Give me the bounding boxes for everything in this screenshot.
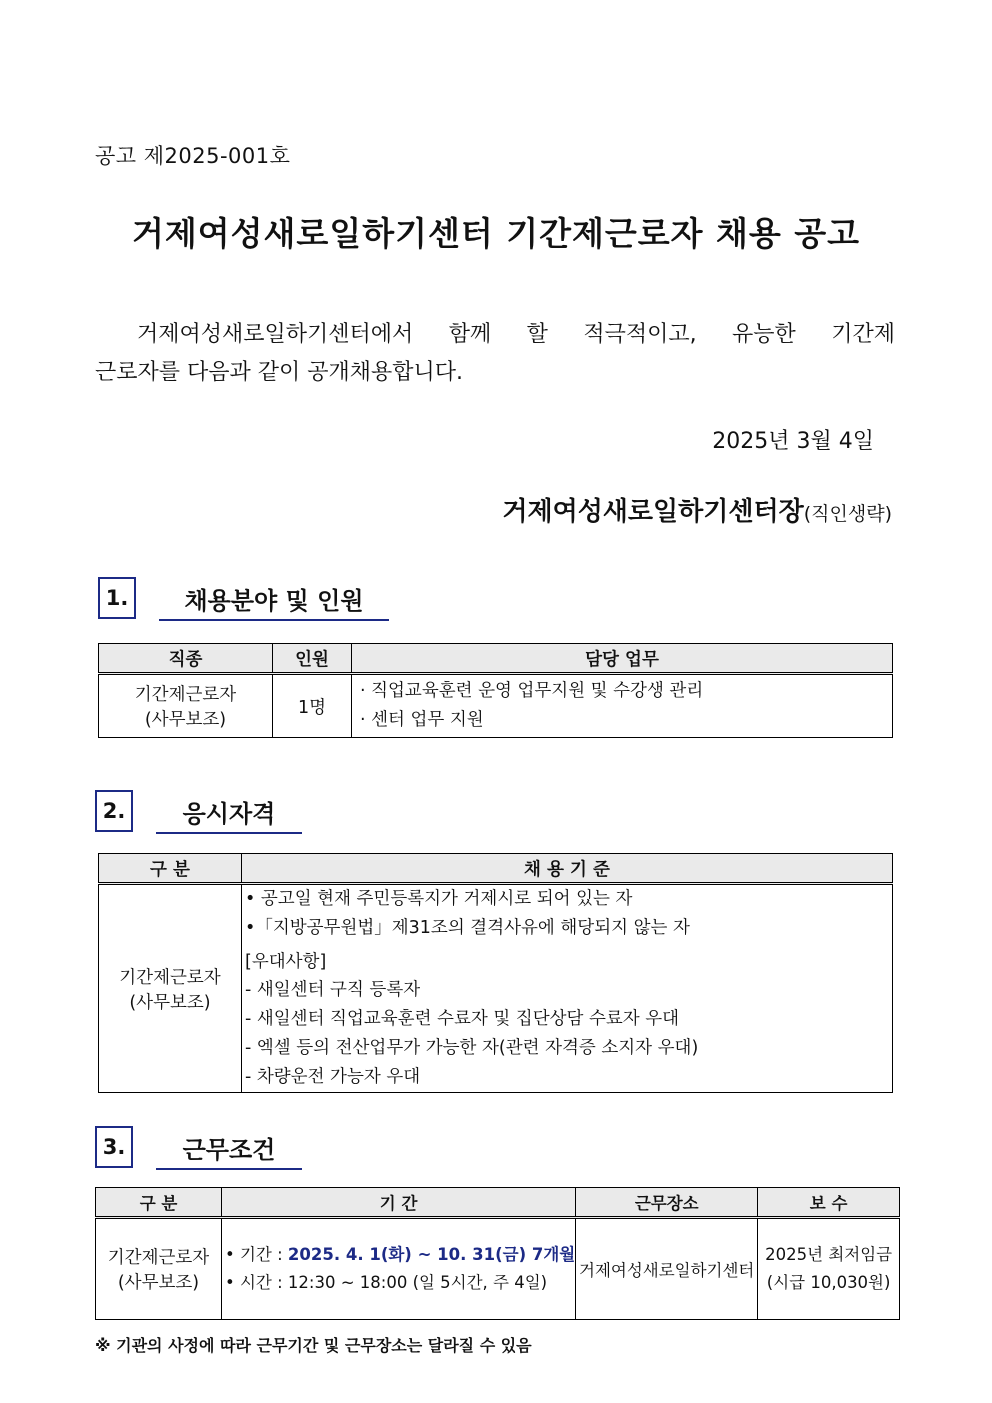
- issuer: [502, 491, 892, 528]
- intro-line-2: 근로자를 다음과 같이 공개채용합니다.: [95, 360, 464, 385]
- section-1-number: 1.: [98, 577, 136, 619]
- section-2-heading: [95, 790, 310, 836]
- header-period: 기 간: [222, 1188, 576, 1218]
- category-line-2: (사무보조): [129, 992, 211, 1013]
- table-header-row: [99, 644, 893, 674]
- preference-item: - 엑셀 등의 전산업무가 가능한 자(관련 자격증 소지자 우대): [245, 1038, 699, 1058]
- period-line: [225, 1241, 575, 1269]
- table-row: [99, 884, 893, 1093]
- page-title: 거제여성새로일하기센터 기간제근로자 채용 공고: [132, 214, 860, 253]
- pay-line-1: 2025년 최저임금: [765, 1245, 893, 1264]
- preference-item: - 새일센터 직업교육훈련 수료자 및 집단상담 수료자 우대: [245, 1009, 680, 1029]
- section-2-title: 응시자격: [156, 790, 302, 834]
- intro-paragraph: [95, 316, 895, 392]
- duty-item: · 직업교육훈련 운영 업무지원 및 수강생 관리: [360, 681, 704, 701]
- preference-item: - 새일센터 구직 등록자: [245, 980, 421, 1000]
- issuer-name: 거제여성새로일하기센터장: [502, 497, 804, 527]
- section-2-number: 2.: [95, 790, 133, 832]
- table-header-row: [96, 1188, 900, 1218]
- job-line-1: 기간제근로자: [134, 685, 237, 705]
- section-1-title: 채용분야 및 인원: [159, 577, 389, 621]
- header-job: 직종: [99, 644, 273, 674]
- criteria-cell: [242, 884, 893, 1093]
- footnote: ※ 기관의 사정에 따라 근무기간 및 근무장소는 달라질 수 있음: [95, 1336, 532, 1355]
- duty-item: · 센터 업무 지원: [360, 710, 484, 730]
- section-2-table: [98, 853, 893, 1093]
- section-3-table: [95, 1187, 900, 1320]
- preference-label: [우대사항]: [245, 952, 327, 972]
- job-cell: [99, 674, 273, 738]
- seal-note: (직인생략): [803, 503, 892, 525]
- header-category: 구 분: [99, 854, 242, 884]
- period-label: • 기간 :: [225, 1245, 288, 1264]
- notice-number: 공고 제2025-001호: [95, 144, 291, 168]
- criteria-item: •「지방공무원법」제31조의 결격사유에 해당되지 않는 자: [245, 918, 690, 938]
- section-3-number: 3.: [95, 1126, 133, 1168]
- table-header-row: [99, 854, 893, 884]
- table-row: [99, 674, 893, 738]
- hours-line: • 시간 : 12:30 ~ 18:00 (일 5시간, 주 4일): [225, 1273, 548, 1292]
- notice-date: 2025년 3월 4일: [712, 429, 874, 454]
- count-cell: 1명: [273, 674, 352, 738]
- job-line-2: (사무보조): [144, 710, 227, 730]
- location-cell: 거제여성새로일하기센터: [576, 1218, 758, 1320]
- category-line-2: (사무보조): [117, 1273, 200, 1293]
- period-cell: [222, 1218, 576, 1320]
- pay-line-2: (시급 10,030원): [766, 1273, 891, 1292]
- category-cell: [99, 884, 242, 1093]
- period-value: 2025. 4. 1(화) ~ 10. 31(금) 7개월: [287, 1245, 576, 1264]
- section-3-heading: [95, 1126, 310, 1172]
- section-1-heading: [98, 577, 398, 623]
- header-pay: 보 수: [758, 1188, 900, 1218]
- duties-cell: [352, 674, 893, 738]
- header-category: 구 분: [96, 1188, 222, 1218]
- category-cell: [96, 1218, 222, 1320]
- header-criteria: 채 용 기 준: [242, 854, 893, 884]
- intro-line-1: 거제여성새로일하기센터에서 함께 할 적극적이고, 유능한 기간제: [137, 322, 895, 347]
- pay-cell: [758, 1218, 900, 1320]
- criteria-item: • 공고일 현재 주민등록지가 거제시로 되어 있는 자: [245, 889, 633, 909]
- category-line-1: 기간제근로자: [107, 1248, 210, 1268]
- section-3-title: 근무조건: [156, 1126, 302, 1170]
- header-location: 근무장소: [576, 1188, 758, 1218]
- preference-item: - 차량운전 가능자 우대: [245, 1067, 421, 1087]
- table-row: [96, 1218, 900, 1320]
- category-line-1: 기간제근로자: [119, 967, 221, 988]
- header-duties: 담당 업무: [352, 644, 893, 674]
- section-1-table: [98, 643, 893, 738]
- header-count: 인원: [273, 644, 352, 674]
